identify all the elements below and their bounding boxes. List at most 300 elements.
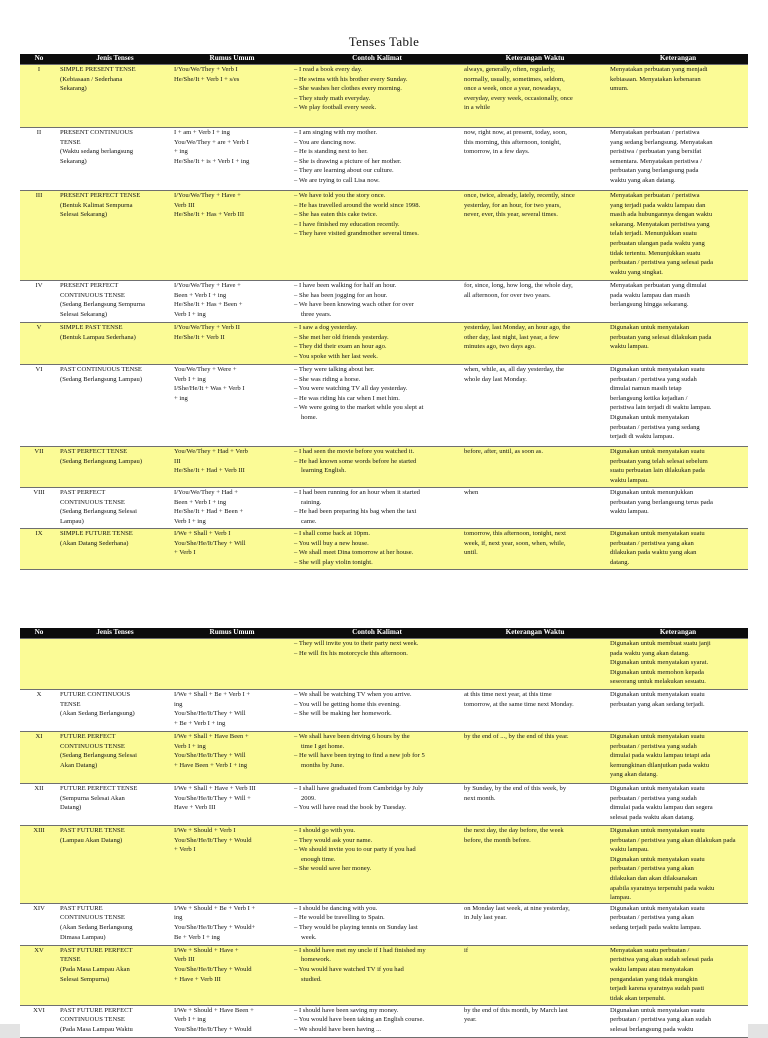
tense-description-line: waktu lampau atau menyatakan — [610, 965, 694, 973]
tenses-table-1 — [20, 54, 748, 570]
time-signals-line: for, since, long, how long, the whole day, — [464, 282, 573, 289]
tense-description-line: dimulai pada waktu lampau dan segera — [610, 804, 713, 812]
time-signals-line: in a while — [464, 104, 491, 112]
tense-description-line: perbuatan / peristiwa yang sudah — [610, 742, 697, 750]
tense-description-cell — [608, 65, 748, 128]
tense-description-line: Menyatakan perbuatan yang dimulai — [610, 282, 707, 289]
tense-formula-line: I/You/We/They + Have + — [174, 282, 241, 289]
example-sentences-line: – I should go with you. — [294, 827, 356, 834]
tense-formula-line: I/You/We/They + Have + — [174, 192, 241, 199]
example-sentences-line: three years. — [301, 310, 332, 318]
example-sentences-line: – We have told you the story once. — [294, 192, 386, 199]
example-sentences-cell — [292, 826, 462, 904]
tense-formula-line: He/She/It + Had + Verb III — [174, 467, 245, 475]
time-signals-line: everyday, every week, occasionally, once — [464, 94, 573, 102]
tense-description-line: tidak akan terpenuhi. — [610, 994, 666, 1002]
time-signals-cell — [462, 826, 608, 904]
tense-name-line: (Sempurna Selesai Akan — [60, 794, 125, 802]
header-jenis-tenses: Jenis Tenses — [58, 628, 172, 639]
example-sentences-line: – I had been running for an hour when it started — [294, 489, 420, 496]
tense-name-line: Selesai Sekarang) — [60, 211, 108, 219]
example-sentences-cell — [292, 447, 462, 488]
tense-number-cell: II — [20, 128, 58, 191]
tense-formula-line: Verb I + ing — [174, 742, 206, 750]
example-sentences-line: – We should have been having ... — [294, 1025, 382, 1033]
tense-formula-cell — [172, 1005, 292, 1037]
example-sentences-line: months by June. — [301, 761, 345, 769]
tense-description-cell — [608, 784, 748, 826]
tense-number-cell: XI — [20, 732, 58, 784]
time-signals-line: normally, usually, sometimes, seldom, — [464, 75, 565, 83]
example-sentences-line: – I saw a dog yesterday. — [294, 324, 358, 331]
tense-formula-cell — [172, 447, 292, 488]
time-signals-line: tomorrow, at the same time next Monday. — [464, 700, 574, 708]
tense-description-line: sedang terjadi pada waktu lampau. — [610, 923, 702, 931]
tense-number-cell — [20, 639, 58, 690]
table-row — [20, 191, 748, 281]
tense-formula-line: I + am + Verb I + ing — [174, 129, 230, 136]
time-signals-line: yesterday, last Monday, an hour ago, the — [464, 324, 571, 331]
time-signals-line: in July last year. — [464, 914, 507, 922]
tense-formula-line: You/We/They + are + Verb I — [174, 138, 249, 146]
time-signals-line: before, the month before. — [464, 836, 531, 844]
time-signals-line: if — [464, 946, 469, 954]
example-sentences-line: – I read a book every day. — [294, 66, 363, 73]
table-1-body — [20, 65, 748, 570]
example-sentences-line: – She has been jogging for an hour. — [294, 291, 388, 299]
tense-name-cell — [58, 529, 172, 570]
tense-description-line: perbuatan / peristiwa yang akan — [610, 865, 694, 873]
example-sentences-line: – She will be making her homework. — [294, 710, 392, 718]
tense-name-line: Datang) — [60, 804, 82, 812]
time-signals-line: other day, last night, last year, a few — [464, 333, 559, 341]
tense-formula-line: Verb I + ing — [174, 517, 206, 525]
time-signals-line: tomorrow, in a few days. — [464, 148, 530, 156]
tense-name-cell — [58, 281, 172, 323]
tense-formula-line: You/She/He/It/They + Will — [174, 752, 246, 760]
tense-description-line: Menyatakan suatu perbuatan / — [610, 946, 690, 954]
time-signals-line: never, ever, this year, several times. — [464, 211, 558, 219]
time-signals-line: on Monday last week, at nine yesterday, — [464, 904, 570, 912]
example-sentences-line: – I should have met my uncle if I had finished my — [294, 946, 426, 954]
time-signals-cell — [462, 488, 608, 529]
tense-name-line: (Pada Masa Lampau Akan — [60, 965, 130, 973]
example-sentences-line: – He had known some words before he started — [294, 457, 417, 465]
example-sentences-line: 2009. — [301, 794, 316, 802]
example-sentences-line: – You spoke with her last week. — [294, 352, 378, 360]
tense-formula-line: He/She/It + Has + Verb III — [174, 211, 245, 219]
tense-description-line: kebiasaan. Menyatakan kebenaran — [610, 75, 701, 83]
tense-formula-line: I/We + Should + Be + Verb I + — [174, 904, 256, 912]
tense-name-line: PAST FUTURE — [60, 904, 103, 912]
tense-description-line: waktu lampau. — [610, 508, 649, 516]
time-signals-line: year. — [464, 1016, 477, 1024]
example-sentences-cell — [292, 639, 462, 690]
tense-formula-cell — [172, 323, 292, 365]
tense-number-cell: III — [20, 191, 58, 281]
tense-description-line: Menyatakan perbuatan / peristiwa — [610, 129, 700, 136]
tense-formula-cell — [172, 639, 292, 690]
example-sentences-line: – They would ask your name. — [294, 836, 373, 844]
tense-name-line: Selesai Sempurna) — [60, 975, 110, 983]
tense-description-cell — [608, 529, 748, 570]
tense-description-line: perbuatan / peristiwa yang akan dilakukan pada — [610, 836, 736, 844]
tense-description-line: Digunakan untuk menyatakan — [610, 413, 690, 421]
example-sentences-cell — [292, 784, 462, 826]
example-sentences-line: learning English. — [301, 467, 347, 475]
tense-description-line: Digunakan untuk menunjukkan — [610, 489, 694, 496]
table-row — [20, 365, 748, 447]
example-sentences-line: – She was riding a horse. — [294, 375, 361, 383]
tense-description-line: perbuatan / peristiwa yang selesai pada — [610, 259, 714, 267]
example-sentences-line: – I have been walking for half an hour. — [294, 282, 397, 289]
example-sentences-line: – He swims with his brother every Sunday. — [294, 75, 408, 83]
tense-name-line: Selesai Sekarang) — [60, 310, 108, 318]
time-signals-cell — [462, 639, 608, 690]
tense-description-line: sementara. Menyatakan peristiwa / — [610, 157, 702, 165]
time-signals-line: by the end of ..., by the end of this year. — [464, 733, 569, 740]
tense-description-line: Digunakan untuk menyatakan suatu — [610, 530, 705, 537]
header-rumus-umum: Rumus Umum — [172, 628, 292, 639]
tense-name-line: (Sedang Berlangsung Sempurna — [60, 301, 145, 309]
tense-description-line: peristiwa yang akan sudah selesai pada — [610, 956, 714, 964]
time-signals-line: minutes ago, two days ago. — [464, 343, 536, 351]
example-sentences-line: week. — [301, 933, 317, 941]
example-sentences-cell — [292, 65, 462, 128]
time-signals-cell — [462, 281, 608, 323]
example-sentences-line: – We shall be watching TV when you arrive. — [294, 691, 412, 698]
tense-name-line: FUTURE CONTINUOUS — [60, 691, 131, 698]
example-sentences-line: – You will be getting home this evening. — [294, 700, 401, 708]
tense-description-line: umum. — [610, 85, 629, 93]
tense-formula-line: He/She/It + Verb II — [174, 333, 225, 341]
example-sentences-line: time I get home. — [301, 742, 345, 750]
tense-name-line: TENSE — [60, 138, 81, 146]
tense-name-line: (Bentuk Kalimat Sempurna — [60, 201, 133, 209]
tense-name-line: Sekarang) — [60, 85, 87, 93]
tense-name-line: CONTINUOUS TENSE — [60, 914, 125, 922]
tense-number-cell: XVI — [20, 1005, 58, 1037]
tense-name-line: PRESENT CONTINUOUS — [60, 129, 133, 136]
tense-formula-line: You/She/He/It/They + Will — [174, 539, 246, 547]
tense-formula-line: I/She/He/It + Was + Verb I — [174, 385, 245, 393]
time-signals-cell — [462, 732, 608, 784]
tense-formula-cell — [172, 128, 292, 191]
time-signals-line: once a week, once a year, nowadays, — [464, 85, 561, 93]
tense-description-line: perbuatan / peristiwa yang akan sudah — [610, 1016, 711, 1024]
tense-name-line: (Sedang Berlangsung Selesai — [60, 752, 137, 760]
table-row — [20, 128, 748, 191]
tense-name-cell — [58, 1005, 172, 1037]
tense-description-line: Digunakan untuk menyatakan — [610, 324, 690, 331]
tense-description-cell — [608, 639, 748, 690]
time-signals-line: yesterday, for an hour, for two years, — [464, 201, 561, 209]
tense-name-line: PAST PERFECT — [60, 489, 106, 496]
header-keterangan: Keterangan — [608, 54, 748, 65]
tense-formula-line: I/You/We/They + Verb II — [174, 324, 240, 331]
example-sentences-cell — [292, 945, 462, 1005]
example-sentences-line: – I had seen the movie before you watched it. — [294, 448, 415, 455]
tense-description-line: dilakukan pada waktu yang akan — [610, 549, 697, 557]
tense-description-line: Digunakan untuk menyatakan syarat. — [610, 659, 709, 667]
example-sentences-line: – He will fix his motorcycle this afternoon. — [294, 649, 408, 657]
tense-description-line: selesai berlangsung pada waktu — [610, 1025, 694, 1033]
tense-number-cell: VIII — [20, 488, 58, 529]
page-title: Tenses Table — [348, 34, 420, 49]
tense-name-cell — [58, 488, 172, 529]
tense-name-line: Sekarang) — [60, 157, 87, 165]
table-row — [20, 488, 748, 529]
tense-description-line: perbuatan / peristiwa yang akan — [610, 539, 694, 547]
tense-description-line: yang akan datang. — [610, 771, 658, 779]
tense-formula-line: + ing — [174, 394, 188, 402]
tense-name-line: (Kebiasaan / Sederhana — [60, 75, 123, 83]
tense-number-cell: IV — [20, 281, 58, 323]
table-row — [20, 945, 748, 1005]
tense-formula-line: Been + Verb I + ing — [174, 291, 227, 299]
tense-description-cell — [608, 488, 748, 529]
tense-name-line: (Sedang Berlangsung Lampau) — [60, 375, 143, 383]
tense-description-line: Digunakan untuk menyatakan suatu — [610, 904, 705, 912]
tense-description-line: Digunakan untuk menyatakan suatu — [610, 827, 705, 834]
tense-formula-line: You/She/He/It/They + Would — [174, 1025, 252, 1033]
tense-formula-line: He/She/It + is + Verb I + ing — [174, 157, 250, 165]
tense-formula-cell — [172, 690, 292, 732]
table-row — [20, 690, 748, 732]
tense-name-line: Akan Datang) — [60, 761, 98, 769]
tense-description-line: berlangsung ketika kejadian / — [610, 394, 688, 402]
tense-name-line: CONTINUOUS TENSE — [60, 291, 125, 299]
tense-description-line: perbuatan / peristiwa yang sudah — [610, 794, 697, 802]
example-sentences-line: – We play football every week. — [294, 104, 377, 112]
tense-description-line: Digunakan untuk menyatakan suatu — [610, 366, 705, 373]
tense-formula-line: III — [174, 457, 181, 465]
tense-description-cell — [608, 447, 748, 488]
example-sentences-line: – I should be dancing with you. — [294, 904, 378, 912]
tense-name-cell — [58, 65, 172, 128]
tense-formula-cell — [172, 488, 292, 529]
example-sentences-line: raining. — [301, 498, 322, 506]
tense-number-cell: X — [20, 690, 58, 732]
tense-description-line: pengandaian yang tidak mungkin — [610, 975, 698, 983]
tense-description-line: seseorang untuk melakukan sesuatu. — [610, 678, 706, 686]
time-signals-line: the next day, the day before, the week — [464, 827, 564, 834]
tense-description-cell — [608, 945, 748, 1005]
time-signals-line: when — [464, 489, 479, 496]
tense-description-cell — [608, 281, 748, 323]
tense-formula-line: I/We + Shall + Have Been + — [174, 733, 249, 740]
tense-formula-line: ing — [174, 914, 183, 922]
tense-description-line: lampau. — [610, 894, 632, 902]
tense-number-cell: XIII — [20, 826, 58, 904]
tense-formula-line: I/We + Should + Verb I — [174, 827, 236, 834]
tense-formula-line: You/She/He/It/They + Would+ — [174, 923, 256, 931]
example-sentences-line: – You will have read the book by Tuesday. — [294, 804, 407, 812]
example-sentences-line: – You were watching TV all day yesterday. — [294, 385, 408, 393]
tense-number-cell: VII — [20, 447, 58, 488]
tense-description-line: suatu perbuatan lain dilakukan pada — [610, 467, 705, 475]
example-sentences-cell — [292, 191, 462, 281]
tense-description-line: perbuatan / peristiwa yang sudah — [610, 375, 697, 383]
example-sentences-line: – He was riding his car when I met him. — [294, 394, 400, 402]
tense-name-line: CONTINUOUS TENSE — [60, 742, 125, 750]
time-signals-line: this morning, this afternoon, tonight, — [464, 138, 561, 146]
tense-description-line: perbuatan ulangan pada waktu yang — [610, 239, 705, 247]
tense-description-line: waktu lampau. — [610, 343, 649, 351]
header-keterangan: Keterangan — [608, 628, 748, 639]
time-signals-line: before, after, until, as soon as. — [464, 448, 544, 455]
table-header-row — [20, 54, 748, 65]
example-sentences-cell — [292, 903, 462, 945]
tense-formula-cell — [172, 903, 292, 945]
tense-formula-line: Been + Verb I + ing — [174, 498, 227, 506]
example-sentences-line: – You would have watched TV if you had — [294, 965, 404, 973]
tense-description-line: waktu yang singkat. — [610, 268, 663, 276]
table-2-body — [20, 639, 748, 1038]
header-rumus-umum: Rumus Umum — [172, 54, 292, 65]
example-sentences-line: – They were talking about her. — [294, 366, 375, 373]
time-signals-line: at this time next year, at this time — [464, 691, 552, 698]
tense-formula-line: Verb I + ing — [174, 310, 206, 318]
tense-name-line: PRESENT PERFECT TENSE — [60, 192, 141, 199]
tense-formula-cell — [172, 945, 292, 1005]
time-signals-line: all afternoon, for over two years. — [464, 291, 551, 299]
tense-name-line: (Pada Masa Lampau Waktu — [60, 1025, 133, 1033]
tense-description-cell — [608, 1005, 748, 1037]
example-sentences-line: home. — [301, 413, 318, 421]
tense-formula-cell — [172, 281, 292, 323]
example-sentences-line: came. — [301, 517, 317, 525]
example-sentences-line: – We were going to the market while you slept at — [294, 404, 424, 412]
tense-formula-line: + Verb I — [174, 846, 196, 854]
tense-description-cell — [608, 365, 748, 447]
tense-number-cell: V — [20, 323, 58, 365]
table-row — [20, 732, 748, 784]
tense-name-cell — [58, 128, 172, 191]
tense-description-line: peristiwa lain terjadi di waktu lampau. — [610, 404, 712, 412]
tense-name-line: (Sedang Berlangsung Lampau) — [60, 457, 143, 465]
tense-name-line: SIMPLE FUTURE TENSE — [60, 530, 133, 537]
example-sentences-line: – He had been preparing his bag when the taxi — [294, 508, 417, 516]
header-no: No — [20, 628, 58, 639]
tense-name-line: PAST PERFECT TENSE — [60, 448, 128, 455]
tense-description-line: tidak tertentu. Menunjukkan suatu — [610, 249, 701, 257]
tense-name-cell — [58, 365, 172, 447]
time-signals-cell — [462, 945, 608, 1005]
tense-description-line: perbuatan yang berlangsung pada — [610, 167, 699, 175]
time-signals-line: by the end of this month, by March last — [464, 1006, 568, 1014]
example-sentences-line: – She is drawing a picture of her mother. — [294, 157, 402, 165]
example-sentences-line: – You are dancing now. — [294, 138, 356, 146]
tense-description-line: Digunakan untuk membuat suatu janji — [610, 640, 711, 647]
tense-description-line: pada waktu yang akan datang. — [610, 649, 690, 657]
tense-name-cell — [58, 903, 172, 945]
example-sentences-line: – You would have been taking an English course. — [294, 1016, 425, 1024]
tense-name-cell — [58, 690, 172, 732]
tense-formula-cell — [172, 191, 292, 281]
example-sentences-line: – They will invite you to their party next week. — [294, 640, 419, 647]
table-row — [20, 65, 748, 128]
tense-description-line: sekarang. Menyatakan peristiwa yang — [610, 220, 710, 228]
tense-number-cell: I — [20, 65, 58, 128]
example-sentences-line: – You will buy a new house. — [294, 539, 369, 547]
example-sentences-line: – They would be playing tennis on Sunday last — [294, 923, 418, 931]
tense-name-cell — [58, 784, 172, 826]
example-sentences-line: – They are learning about our culture. — [294, 167, 394, 175]
time-signals-line: tomorrow, this afternoon, tonight, next — [464, 530, 566, 537]
time-signals-cell — [462, 903, 608, 945]
table-row — [20, 281, 748, 323]
tense-description-line: perbuatan yang akan sedang terjadi. — [610, 700, 705, 708]
table-row — [20, 447, 748, 488]
tense-formula-line: You/She/He/It/They + Will — [174, 710, 246, 718]
tense-description-line: peristiwa / perbuatan yang bersifat — [610, 148, 702, 156]
tense-description-cell — [608, 191, 748, 281]
example-sentences-line: – I shall come back at 10pm. — [294, 530, 370, 537]
tense-name-cell — [58, 732, 172, 784]
tense-formula-line: You/She/He/It/They + Would — [174, 965, 252, 973]
time-signals-line: whole day last Monday. — [464, 375, 527, 383]
tense-name-line: (Lampau Akan Datang) — [60, 836, 123, 844]
tense-name-line: PAST FUTURE TENSE — [60, 827, 125, 834]
table-header-row — [20, 628, 748, 639]
tense-description-line: selesai pada waktu akan datang. — [610, 813, 695, 821]
page-gap — [0, 596, 768, 626]
example-sentences-line: – She has eaten this cake twice. — [294, 211, 378, 219]
tense-name-line: CONTINUOUS TENSE — [60, 1016, 125, 1024]
time-signals-cell — [462, 1005, 608, 1037]
example-sentences-line: – She washes her clothes every morning. — [294, 85, 402, 93]
example-sentences-line: homework. — [301, 956, 331, 964]
tense-formula-line: Verb I + ing — [174, 1016, 206, 1024]
tense-description-line: pada waktu lampau dan masih — [610, 291, 690, 299]
example-sentences-cell — [292, 365, 462, 447]
tense-name-line: PAST FUTURE PERFECT — [60, 946, 133, 954]
header-contoh-kalimat: Contoh Kalimat — [292, 628, 462, 639]
example-sentences-line: – I should have been saving my money. — [294, 1006, 399, 1014]
example-sentences-cell — [292, 1005, 462, 1037]
table-row — [20, 1005, 748, 1037]
example-sentences-line: – I am singing with my mother. — [294, 129, 377, 136]
tense-name-line: TENSE — [60, 700, 81, 708]
tense-description-line: perbuatan yang selesai dilakukan pada — [610, 333, 712, 341]
example-sentences-line: – We are trying to call Lisa now. — [294, 176, 380, 184]
tense-name-line: Dimasa Lampau) — [60, 933, 106, 941]
tense-description-line: perbuatan yang berlangsung terus pada — [610, 498, 713, 506]
tense-description-line: dimulai pada waktu lampau tetapi ada — [610, 752, 711, 760]
tense-formula-line: + ing — [174, 148, 188, 156]
example-sentences-line: studied. — [301, 975, 322, 983]
tense-number-cell: XV — [20, 945, 58, 1005]
tense-formula-line: I/We + Shall + Have + Verb III — [174, 785, 256, 792]
example-sentences-line: – He would be travelling to Spain. — [294, 914, 385, 922]
tense-description-line: perbuatan / peristiwa yang sedang — [610, 423, 700, 431]
tense-formula-line: Have + Verb III — [174, 804, 216, 812]
table-row — [20, 826, 748, 904]
tense-name-line: Lampau) — [60, 517, 84, 525]
tense-name-cell — [58, 945, 172, 1005]
example-sentences-line: – He has travelled around the world since 1998. — [294, 201, 421, 209]
tense-description-line: perbuatan / peristiwa yang akan — [610, 914, 694, 922]
tense-formula-line: ing — [174, 700, 183, 708]
example-sentences-line: – They study math everyday. — [294, 94, 371, 102]
tense-description-cell — [608, 826, 748, 904]
tense-formula-line: I/We + Should + Have Been + — [174, 1006, 254, 1014]
tense-number-cell: XII — [20, 784, 58, 826]
time-signals-cell — [462, 529, 608, 570]
tense-formula-cell — [172, 65, 292, 128]
tense-description-line: terjadi karena syaratnya sudah pasti — [610, 985, 705, 993]
